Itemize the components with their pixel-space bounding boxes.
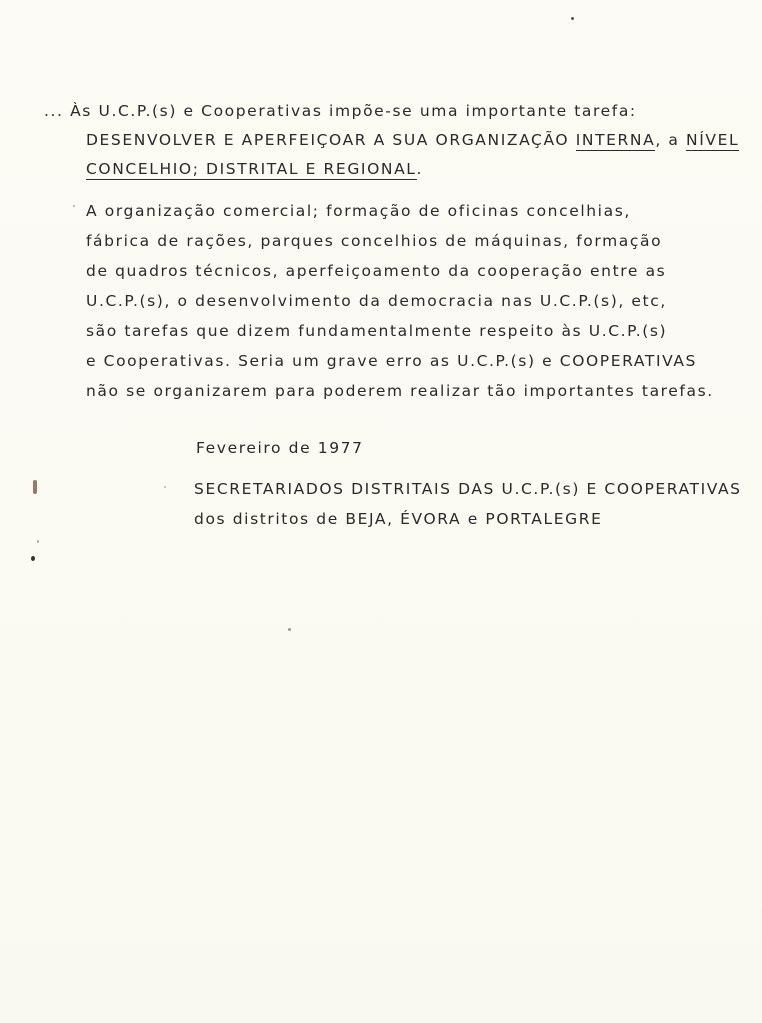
text-segment: DESENVOLVER E APERFEIÇOAR A SUA ORGANIZAÇÃO bbox=[86, 131, 576, 149]
signature-date: Fevereiro de 1977 bbox=[196, 439, 364, 457]
paragraph-1-line-2 bbox=[86, 133, 739, 149]
underlined-nivel: NÍVEL bbox=[686, 131, 740, 149]
scan-speck bbox=[33, 480, 37, 494]
underlined-concelhio-regional: CONCELHIO; DISTRITAL E REGIONAL bbox=[86, 160, 417, 178]
underlined-interna: INTERNA bbox=[575, 131, 656, 149]
scan-speck bbox=[571, 17, 574, 20]
paragraph-2-line-3: de quadros técnicos, aperfeiçoamento da cooperação entre as bbox=[86, 262, 667, 280]
paragraph-2-line-4: U.C.P.(s), o desenvolvimento da democracia nas U.C.P.(s), etc, bbox=[86, 292, 667, 310]
paragraph-2-line-2: fábrica de rações, parques concelhios de máquinas, formação bbox=[86, 232, 663, 250]
paragraph-2-line-1: A organização comercial; formação de oficinas concelhias, bbox=[86, 202, 631, 220]
text-segment: , a bbox=[655, 131, 686, 149]
paragraph-1-line-1: ... Às U.C.P.(s) e Cooperativas impõe-se uma importante tarefa: bbox=[44, 102, 637, 120]
scan-speck bbox=[288, 628, 291, 631]
paragraph-1-line-3 bbox=[86, 162, 423, 178]
text-segment: . bbox=[416, 160, 424, 178]
scan-speck bbox=[37, 540, 39, 543]
scan-speck bbox=[164, 486, 166, 488]
paragraph-2-line-5: são tarefas que dizem fundamentalmente respeito às U.C.P.(s) bbox=[86, 322, 668, 340]
scan-speck bbox=[73, 205, 75, 207]
paragraph-2-line-7: não se organizarem para poderem realizar tão importantes tarefas. bbox=[86, 382, 714, 400]
scan-speck bbox=[31, 556, 35, 561]
signature-organization: SECRETARIADOS DISTRITAIS DAS U.C.P.(s) E COOPERATIVAS bbox=[194, 480, 742, 498]
signature-districts: dos distritos de BEJA, ÉVORA e PORTALEGRE bbox=[194, 510, 603, 528]
paragraph-2-line-6: e Cooperativas. Seria um grave erro as U.C.P.(s) e COOPERATIVAS bbox=[86, 352, 697, 370]
